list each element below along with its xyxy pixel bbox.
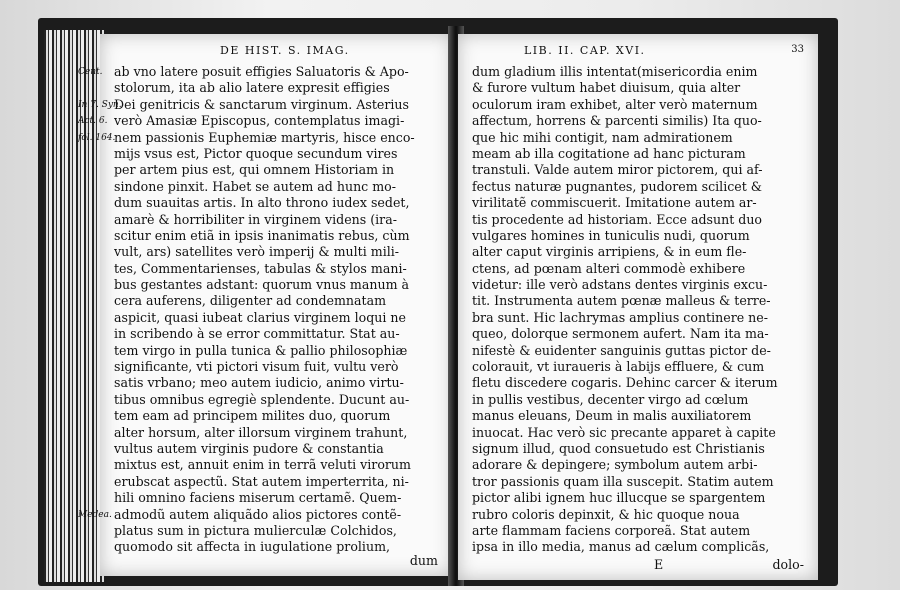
right-body-text bbox=[472, 64, 814, 556]
text-line: erubscat aspectũ. Stat autem imperterrita, ni- bbox=[114, 473, 409, 489]
text-line: pictor alibi ignem huc illucque se spargentem bbox=[472, 490, 766, 506]
text-line: tit. Instrumenta autem pœnæ malleus & terre- bbox=[472, 293, 771, 309]
text-line: amarè & horribiliter in virginem videns (ira- bbox=[114, 211, 397, 227]
text-line: signum illud, quod consuetudo est Christianis bbox=[472, 440, 765, 456]
text-line: quomodo sit affecta in iugulatione prolium, bbox=[114, 539, 391, 555]
text-line: cera auferens, diligenter ad condemnatam bbox=[114, 293, 387, 309]
margin-note: fol. 164. bbox=[78, 132, 116, 143]
text-line: in pullis vestibus, decenter virgo ad cœlum bbox=[472, 391, 749, 407]
margin-note: Cent. bbox=[78, 67, 103, 77]
text-line: tem virgo in pulla tunica & pallio philosophiæ bbox=[114, 342, 408, 358]
text-line: hili omnino faciens miserum certamẽ. Quem- bbox=[114, 490, 402, 506]
right-running-head: LIB. II. CAP. XVI. bbox=[524, 44, 646, 57]
margin-note: In 7. Syn. bbox=[78, 99, 122, 110]
text-line: alter horsum, alter illorsum virginem trahunt, bbox=[114, 424, 408, 440]
right-catchword: dolo- bbox=[772, 557, 804, 572]
text-line: ctens, ad pœnam alteri commodè exhibere bbox=[472, 260, 746, 276]
text-line: videtur: ille verò adstans dentes virginis excu- bbox=[472, 277, 768, 293]
text-line: & furore vultum habet diuisum, quia alter bbox=[472, 80, 741, 96]
text-line: per artem pius est, qui omnem Historiam in bbox=[114, 162, 395, 178]
text-line: aspicit, quasi iubeat clarius virginem loqui ne bbox=[114, 309, 406, 325]
text-line: vult, ars) satellites verò imperij & multi mili- bbox=[114, 244, 400, 260]
margin-note: Act. 6. bbox=[78, 116, 108, 127]
text-line: tror passionis quam illa suscepit. Statim autem bbox=[472, 473, 774, 489]
text-line: adorare & depingere; symbolum autem arbi- bbox=[472, 457, 758, 473]
text-line: dum suauitas artis. In alto throno iudex sedet, bbox=[114, 195, 410, 211]
text-line: admodũ autem aliquãdo alios pictores contẽ- bbox=[114, 506, 402, 522]
text-line: nifestè & euidenter sanguinis guttas pictor de- bbox=[472, 342, 771, 358]
text-line: queo, dolorque sermonem aufert. Nam ita ma- bbox=[472, 326, 769, 342]
text-line: alter caput virginis arripiens, & in eum fle- bbox=[472, 244, 747, 260]
text-line: platus sum in pictura mulierculæ Colchidos, bbox=[114, 522, 397, 538]
text-line: bus gestantes adstant: quorum vnus manum à bbox=[114, 277, 410, 293]
text-line: meam ab illa cogitatione ad hanc picturam bbox=[472, 145, 746, 161]
text-line: inuocat. Hac verò sic precante apparet à capite bbox=[472, 424, 776, 440]
text-line: mixtus est, annuit enim in terrã veluti virorum bbox=[114, 457, 411, 473]
right-page bbox=[458, 34, 818, 580]
text-line: vulgares homines in tuniculis nudi, quorum bbox=[472, 227, 750, 243]
page-edges bbox=[44, 30, 104, 582]
text-line: tibus omnibus egregiè splendente. Ducunt au- bbox=[114, 391, 410, 407]
text-line: que hic mihi contigit, nam admirationem bbox=[472, 129, 733, 145]
text-line: affectum, horrens & parcenti similis) Ita quo- bbox=[472, 113, 762, 129]
left-body-text bbox=[114, 64, 450, 556]
text-line: tes, Commentarienses, tabulas & stylos mani- bbox=[114, 260, 407, 276]
text-line: fletu discedere cogaris. Dehinc carcer & iterum bbox=[472, 375, 778, 391]
left-catchword: dum bbox=[409, 553, 438, 568]
text-line: scitur enim etiã in ipsis inanimatis rebus, cùm bbox=[114, 227, 410, 243]
text-line: nem passionis Euphemiæ martyris, hisce enco- bbox=[114, 129, 415, 145]
text-line: tem eam ad principem milites duo, quorum bbox=[114, 408, 391, 424]
signature-mark bbox=[654, 557, 681, 572]
text-line: in scribendo à se error committatur. Stat au- bbox=[114, 326, 400, 342]
signature-letter: E bbox=[654, 557, 664, 572]
text-line: tis procedente ad historiam. Ecce adsunt duo bbox=[472, 211, 763, 227]
text-line: satis vrbano; meo autem iudicio, animo virtu- bbox=[114, 375, 404, 391]
text-line: mijs vsus est, Pictor quoque secundum vires bbox=[114, 145, 398, 161]
left-page bbox=[78, 34, 452, 576]
text-line: transtuli. Valde autem miror pictorem, qui af- bbox=[472, 162, 763, 178]
text-line: ab vno latere posuit effigies Saluatoris & Apo- bbox=[114, 64, 409, 79]
margin-note: Medea. bbox=[78, 509, 112, 520]
text-line: stolorum, ita ab alio latere expresit effigies bbox=[114, 80, 390, 96]
left-running-head: DE HIST. S. IMAG. bbox=[220, 44, 350, 57]
text-line: rubro coloris depinxit, & hic quoque noua bbox=[472, 506, 740, 522]
text-line: sindone pinxit. Habet se autem ad hunc mo- bbox=[114, 178, 397, 194]
text-line: ipsa in illo media, manus ad cælum complicãs, bbox=[472, 539, 770, 555]
text-line: Dei genitricis & sanctarum virginum. Asterius bbox=[114, 96, 409, 112]
text-line: dum gladium illis intentat(misericordia enim bbox=[472, 64, 758, 79]
text-line: arte flammam faciens corporeã. Stat autem bbox=[472, 522, 751, 538]
text-line: fectus naturæ pugnantes, pudorem scilicet & bbox=[472, 178, 763, 194]
text-line: oculorum iram exhibet, alter verò maternum bbox=[472, 96, 758, 112]
text-line: significante, vti pictori visum fuit, vultu verò bbox=[114, 359, 399, 375]
text-line: vultus autem virginis pudore & constantia bbox=[114, 440, 384, 456]
page-number: 33 bbox=[791, 44, 804, 55]
text-line: virilitatẽ commiscuerit. Imitatione autem ar- bbox=[472, 195, 757, 211]
text-line: colorauit, vt iuraueris à labijs effluere, & cum bbox=[472, 359, 765, 375]
text-line: bra sunt. Hic lachrymas amplius continere ne- bbox=[472, 309, 769, 325]
text-line: manus eleuans, Deum in malis auxiliatorem bbox=[472, 408, 752, 424]
text-line: verò Amasiæ Episcopus, contemplatus imagi- bbox=[114, 113, 405, 129]
